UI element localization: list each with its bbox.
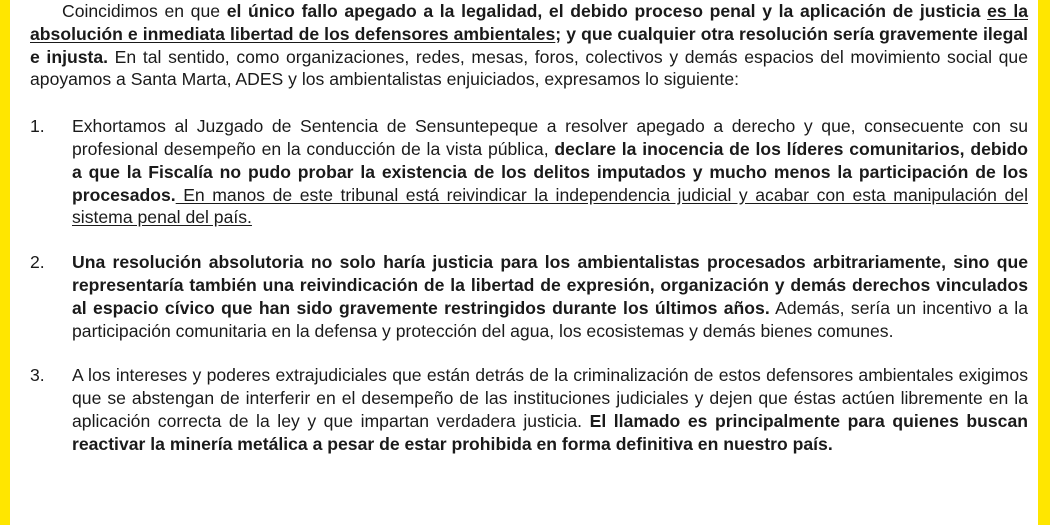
- yellow-frame-left: [0, 0, 10, 525]
- intro-bold-underline: es la absolución e inmediata libertad de los defensores ambientales: [30, 1, 1028, 44]
- intro-bold-2: ; y que cualquier otra resolución sería gravemente ilegal e injusta.: [30, 23, 1028, 67]
- item2-bold: Una resolución absolutoria no solo haría justicia para los ambientalistas procesados arbitrariamente, sino que representaría también una reivindicación de la libertad de expresión, organización y demás derechos vinculados al espacio cívico que han sido gravemente restringidos durante los últimos años.: [72, 252, 1028, 318]
- list-item-number: 1.: [30, 116, 45, 137]
- intro-bold-1: el único fallo apegado a la legalidad, el debido proceso penal y la aplicación de justicia: [226, 1, 988, 21]
- intro-text-1: Coincidimos en que: [62, 1, 227, 21]
- list-item-text: [72, 364, 1028, 455]
- list-item-number: 3.: [30, 365, 45, 386]
- item3-bold: El llamado es principalmente para quienes buscan reactivar la minería metálica a pesar de estar prohibida en forma definitiva en nuestro país.: [72, 410, 1028, 454]
- list-item-text: [72, 115, 1028, 229]
- list-item-number: 2.: [30, 252, 45, 273]
- list-item: [30, 251, 1028, 342]
- document-body: [30, 0, 1028, 456]
- list-item: [30, 364, 1028, 455]
- item1-bold: declare la inocencia de los líderes comunitarios, debido a que la Fiscalía no pudo probar la existencia de los delitos imputados y mucho menos la participación de los procesados.: [72, 138, 1028, 205]
- list-item: [30, 115, 1028, 229]
- item1-text: Exhortamos al Juzgado de Sentencia de Sensuntepeque a resolver apegado a derecho y que, consecuente con su profesional desempeño en la conducción de la vista pública,: [72, 116, 1028, 159]
- item1-underline: En manos de este tribunal está reivindicar la independencia judicial y acabar con esta manipulación del sistema penal del país.: [72, 184, 1028, 228]
- item2-text: Además, sería un incentivo a la participación comunitaria en la defensa y protección del agua, los ecosistemas y demás bienes comunes.: [72, 297, 1029, 341]
- yellow-frame-right: [1038, 0, 1050, 525]
- intro-text-2: En tal sentido, como organizaciones, redes, mesas, foros, colectivos y demás espacios del movimiento social que apoyamos a Santa Marta, ADES y los ambientalistas enjuiciados, expresamos lo siguiente:: [30, 46, 1029, 90]
- intro-paragraph: [30, 0, 1028, 91]
- item3-text: A los intereses y poderes extrajudiciales que están detrás de la criminalización de estos defensores ambientales exigimos que se abstengan de interferir en el desempeño de las instituciones judiciales y dejen que éstas actúen libremente en la aplicación correcta de la ley y que impartan verdadera justicia.: [72, 365, 1028, 431]
- list-item-text: [72, 251, 1028, 342]
- numbered-list: [30, 115, 1028, 455]
